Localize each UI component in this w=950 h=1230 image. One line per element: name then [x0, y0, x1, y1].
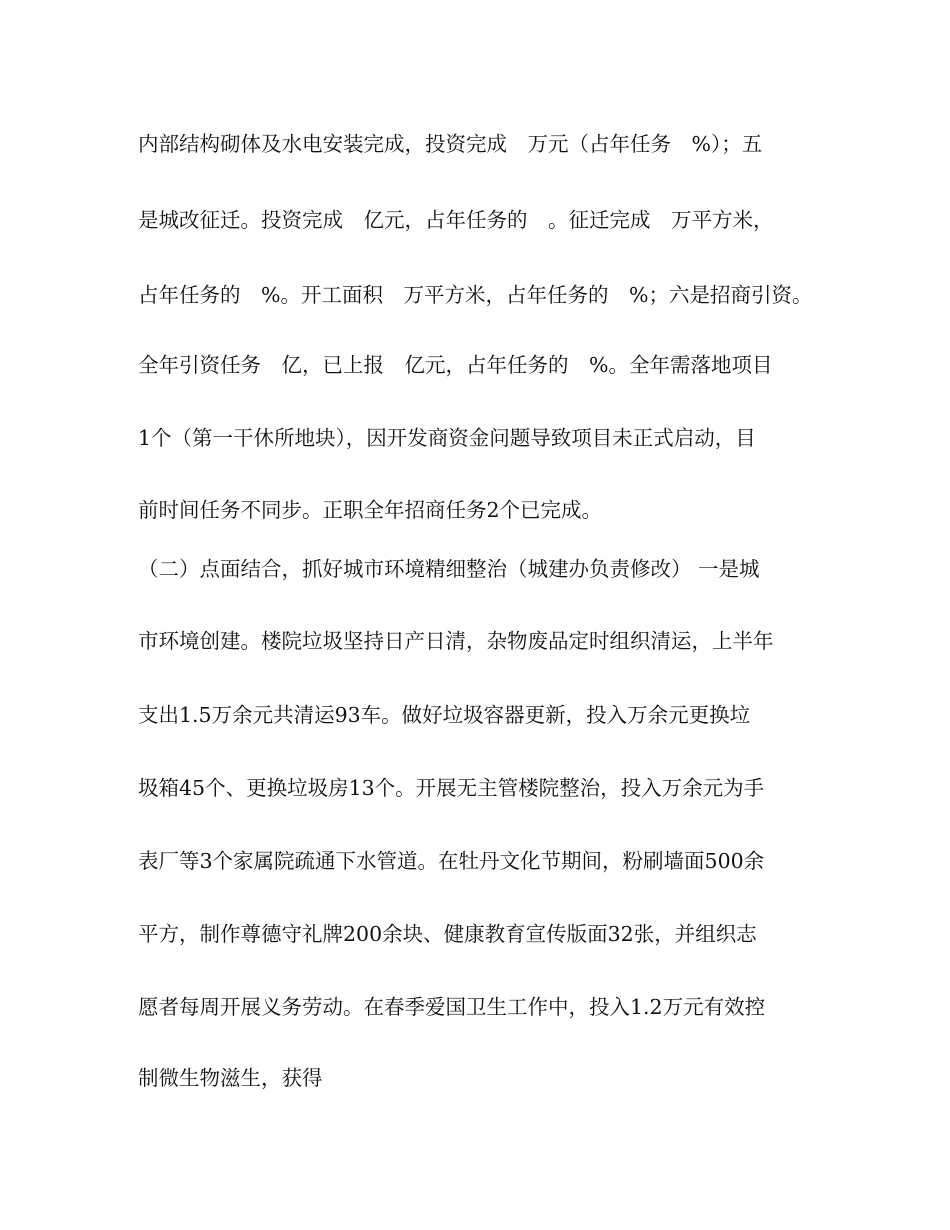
paragraph-line: 是城改征迁。投资完成 亿元，占年任务的 。征迁完成 万平方米，	[138, 208, 774, 232]
paragraph-line: 愿者每周开展义务劳动。在春季爱国卫生工作中，投入1.2万元有效控	[138, 995, 766, 1019]
paragraph-line: 表厂等3个家属院疏通下水管道。在牡丹文化节期间，粉刷墙面500余	[138, 849, 765, 873]
paragraph-line: 占年任务的 %。开工面积 万平方米，占年任务的 %；六是招商引资。	[138, 283, 813, 307]
paragraph-line: 内部结构砌体及水电安装完成，投资完成 万元（占年任务 %）；五	[138, 132, 763, 156]
paragraph-line: 圾箱45个、更换垃圾房13个。开展无主管楼院整治，投入万余元为手	[138, 776, 765, 800]
paragraph-line: 1个（第一干休所地块），因开发商资金问题导致项目未正式启动，目	[138, 426, 756, 450]
section-heading-line: （二）点面结合，抓好城市环境精细整治（城建办负责修改） 一是城	[138, 557, 760, 581]
paragraph-line: 全年引资任务 亿，已上报 亿元，占年任务的 %。全年需落地项目	[138, 353, 773, 377]
paragraph-line: 制微生物滋生，获得	[138, 1066, 323, 1090]
paragraph-line: 前时间任务不同步。正职全年招商任务2个已完成。	[138, 498, 603, 522]
paragraph-line: 平方，制作尊德守礼牌200余块、健康教育宣传版面32张，并组织志	[138, 922, 757, 946]
paragraph-line: 市环境创建。楼院垃圾坚持日产日清，杂物废品定时组织清运，上半年	[138, 629, 774, 653]
paragraph-line: 支出1.5万余元共清运93车。做好垃圾容器更新，投入万余元更换垃	[138, 703, 751, 727]
